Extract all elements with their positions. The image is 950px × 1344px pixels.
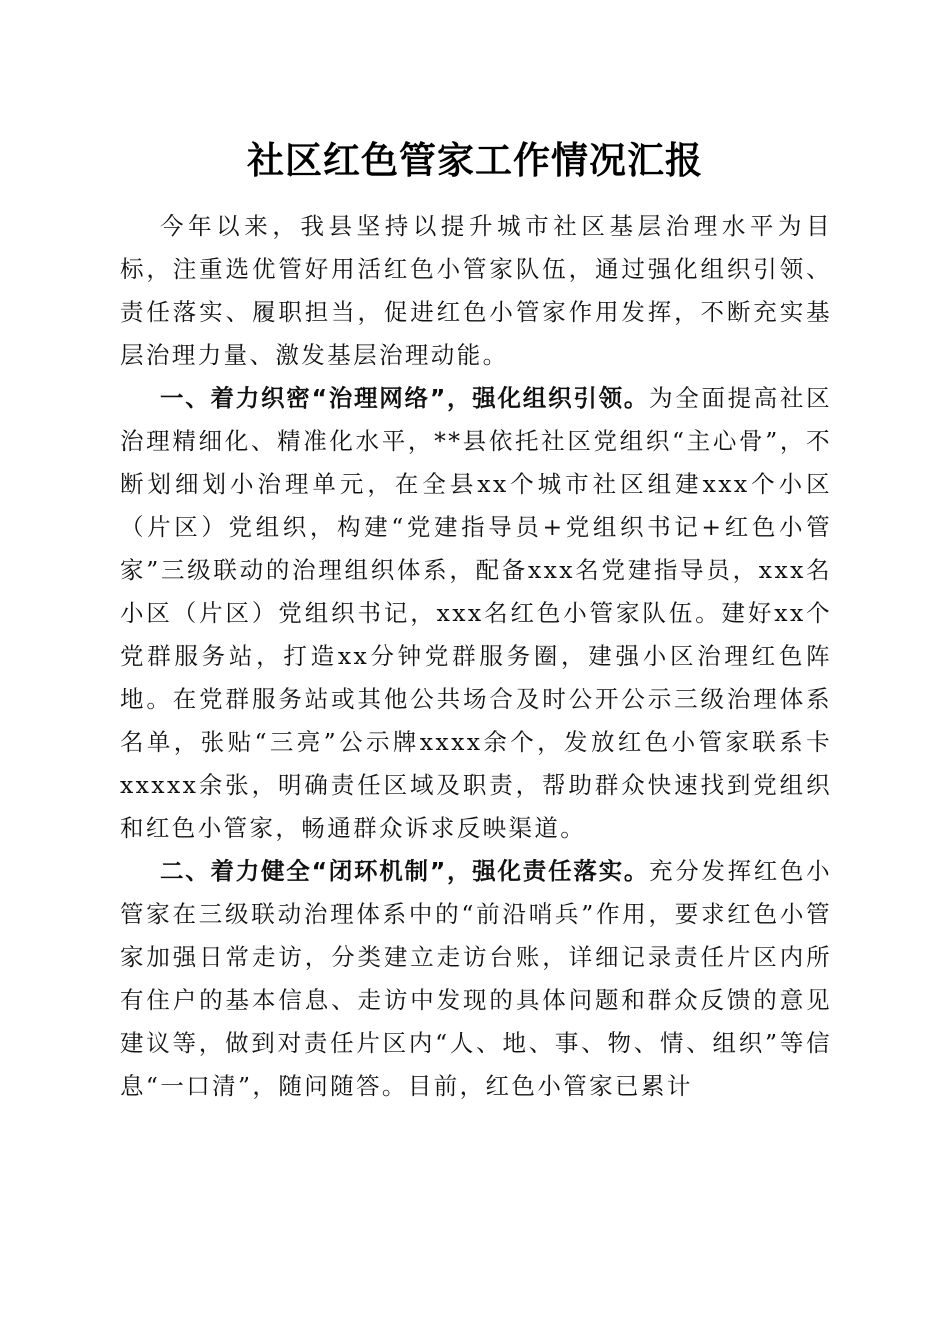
- paragraph-text: 今年以来，我县坚持以提升城市社区基层治理水平为目标，注重选优管好用活红色小管家队伍，通过强化组织引领、责任落实、履职担当，促进红色小管家作用发挥，不断充实基层治理力量、激发基层治理动能。: [120, 212, 832, 369]
- document-body: [120, 205, 832, 1108]
- section-heading: 一、着力织密“治理网络”，强化组织引领。: [160, 384, 650, 412]
- paragraph-section-1: [120, 377, 832, 850]
- paragraph-section-2: [120, 850, 832, 1108]
- section-heading: 二、着力健全“闭环机制”，强化责任落实。: [160, 857, 650, 885]
- paragraph-text: 充分发挥红色小管家在三级联动治理体系中的“前沿哨兵”作用，要求红色小管家加强日常走访，分类建立走访台账，详细记录责任片区内所有住户的基本信息、走访中发现的具体问题和群众反馈的意见建议等，做到对责任片区内“人、地、事、物、情、组织”等信息“一口清”，随问随答。目前，红色小管家已累计: [120, 857, 832, 1100]
- paragraph-intro: [120, 205, 832, 377]
- document-title: 社区红色管家工作情况汇报: [247, 138, 703, 182]
- paragraph-text: 为全面提高社区治理精细化、精准化水平，**县依托社区党组织“主心骨”，不断划细划小治理单元，在全县xx个城市社区组建xxx个小区（片区）党组织，构建“党建指导员+党组织书记+红色小管家”三级联动的治理组织体系，配备xxx名党建指导员，xxx名小区（片区）党组织书记，xxx名红色小管家队伍。建好xx个党群服务站，打造xx分钟党群服务圈，建强小区治理红色阵地。在党群服务站或其他公共场合及时公开公示三级治理体系名单，张贴“三亮”公示牌xxxx余个，发放红色小管家联系卡xxxxx余张，明确责任区域及职责，帮助群众快速找到党组织和红色小管家，畅通群众诉求反映渠道。: [120, 384, 832, 842]
